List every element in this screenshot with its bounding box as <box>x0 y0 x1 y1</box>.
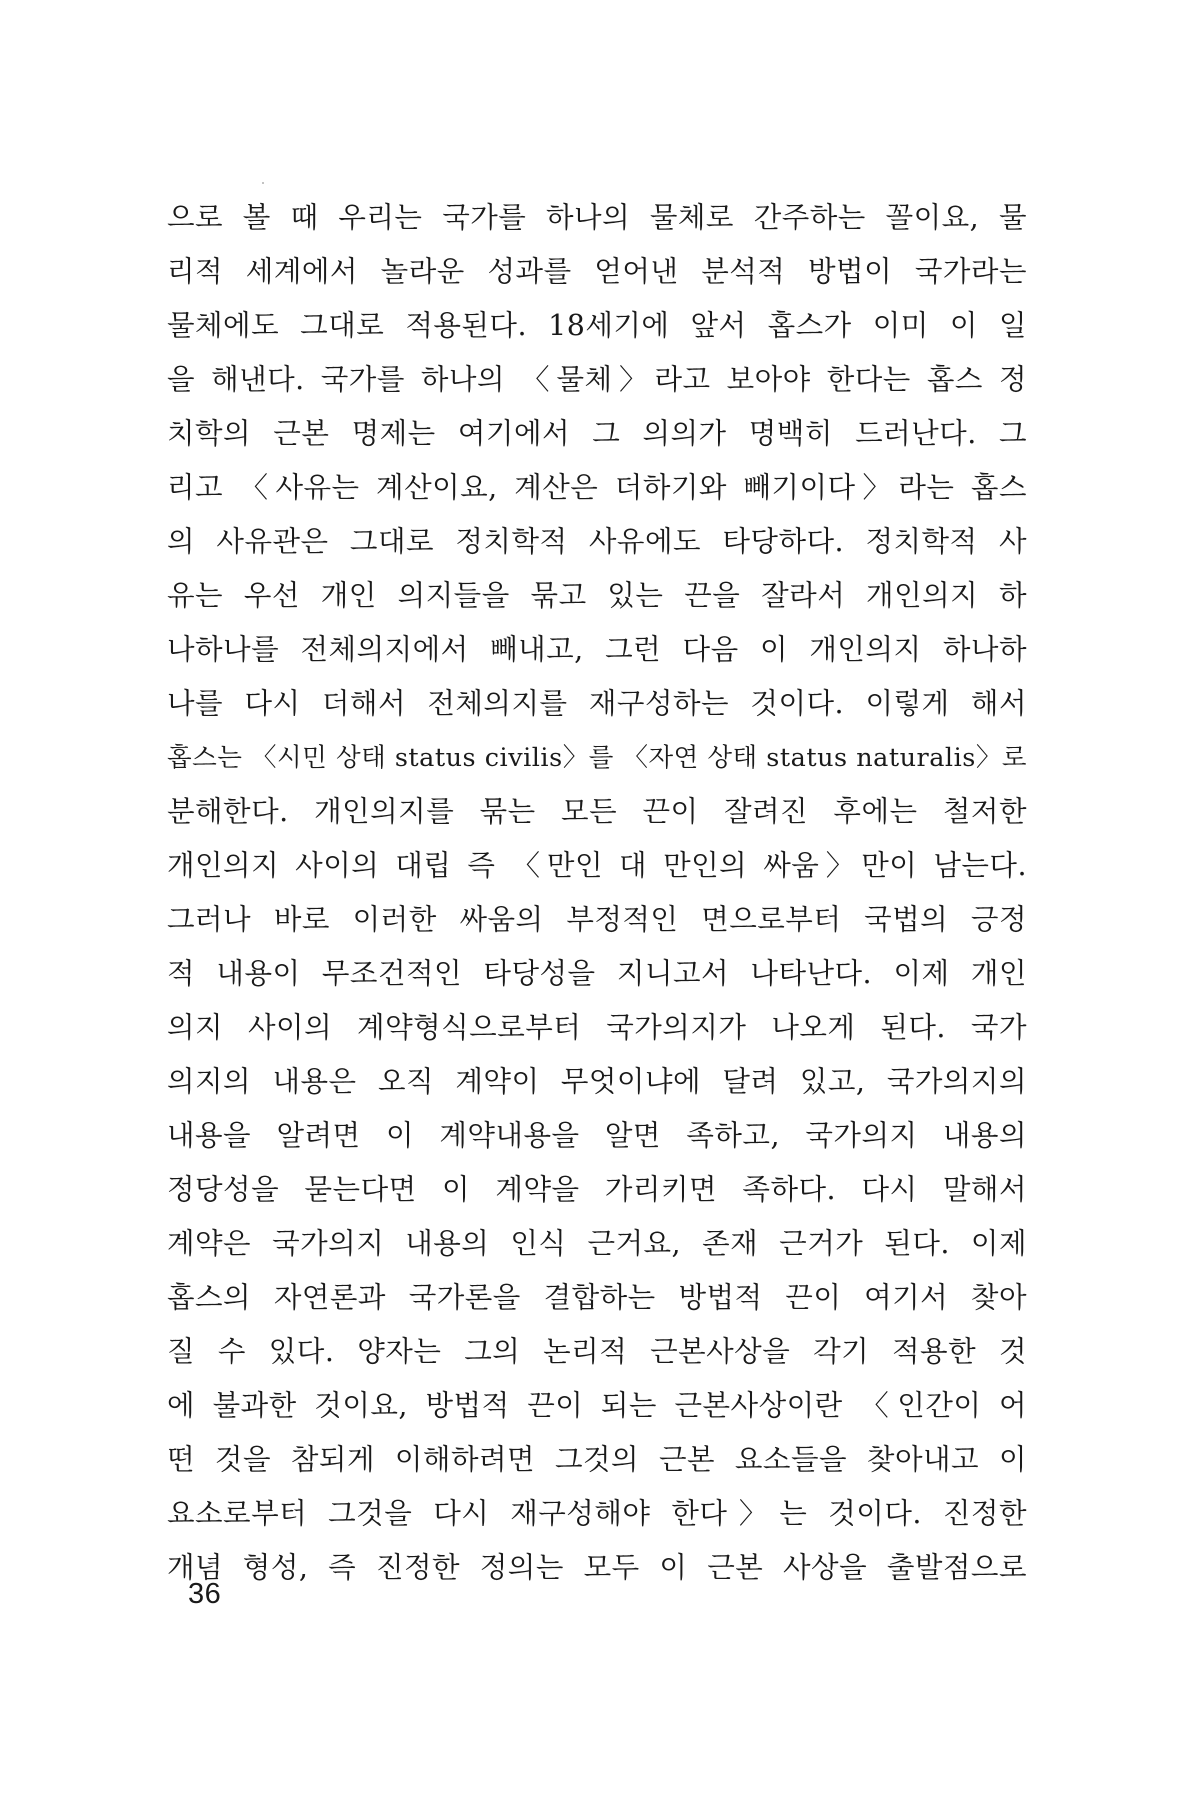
text-line: 떤 것을 참되게 이해하려면 그것의 근본 요소들을 찾아내고 이 <box>167 1443 1027 1476</box>
text-line: 으로 볼 때 우리는 국가를 하나의 물체로 간주하는 꼴이요, 물 <box>167 201 1027 234</box>
text-line: 정당성을 묻는다면 이 계약을 가리키면 족하다. 다시 말해서 <box>167 1173 1027 1206</box>
text-line: 개인의지 사이의 대립 즉 〈만인 대 만인의 싸움〉만이 남는다. <box>167 849 1027 882</box>
text-line: 개념 형성, 즉 진정한 정의는 모두 이 근본 사상을 출발점으로 <box>167 1551 1027 1584</box>
text-line: 내용을 알려면 이 계약내용을 알면 족하고, 국가의지 내용의 <box>167 1119 1027 1152</box>
text-line: 유는 우선 개인 의지들을 묶고 있는 끈을 잘라서 개인의지 하 <box>167 579 1027 612</box>
text-line: 그러나 바로 이러한 싸움의 부정적인 면으로부터 국법의 긍정 <box>167 903 1027 936</box>
text-line: 요소로부터 그것을 다시 재구성해야 한다〉는 것이다. 진정한 <box>167 1497 1027 1530</box>
text-line: 에 불과한 것이요, 방법적 끈이 되는 근본사상이란 〈인간이 어 <box>167 1389 1027 1422</box>
text-line: 리고 〈사유는 계산이요, 계산은 더하기와 빼기이다〉라는 홉스 <box>167 471 1027 504</box>
text-line: 의 사유관은 그대로 정치학적 사유에도 타당하다. 정치학적 사 <box>167 525 1027 558</box>
text-line: 물체에도 그대로 적용된다. 18세기에 앞서 홉스가 이미 이 일 <box>167 309 1027 342</box>
text-line: 홉스의 자연론과 국가론을 결합하는 방법적 끈이 여기서 찾아 <box>167 1281 1027 1314</box>
text-line: 적 내용이 무조건적인 타당성을 지니고서 나타난다. 이제 개인 <box>167 957 1027 990</box>
body-text <box>167 191 1027 1595</box>
text-line: 리적 세계에서 놀라운 성과를 얻어낸 분석적 방법이 국가라는 <box>167 255 1027 288</box>
text-line: 나를 다시 더해서 전체의지를 재구성하는 것이다. 이렇게 해서 <box>167 687 1027 720</box>
text-line: 의지의 내용은 오직 계약이 무엇이냐에 달려 있고, 국가의지의 <box>167 1065 1027 1098</box>
text-line: 질 수 있다. 양자는 그의 논리적 근본사상을 각기 적용한 것 <box>167 1335 1027 1368</box>
text-line: 분해한다. 개인의지를 묶는 모든 끈이 잘려진 후에는 철저한 <box>167 795 1027 828</box>
text-line: 계약은 국가의지 내용의 인식 근거요, 존재 근거가 된다. 이제 <box>167 1227 1027 1260</box>
text-line: 나하나를 전체의지에서 빼내고, 그런 다음 이 개인의지 하나하 <box>167 633 1027 666</box>
text-line: 의지 사이의 계약형식으로부터 국가의지가 나오게 된다. 국가 <box>167 1011 1027 1044</box>
text-line: 치학의 근본 명제는 여기에서 그 의의가 명백히 드러난다. 그 <box>167 417 1027 450</box>
text-line: 을 해낸다. 국가를 하나의 〈물체〉라고 보아야 한다는 홉스 정 <box>167 363 1027 396</box>
text-line: 홉스는 〈시민 상태 status civilis〉를 〈자연 상태 status naturalis〉로 <box>167 743 1027 773</box>
page-number: 36 <box>188 1578 222 1610</box>
print-speck <box>262 182 264 184</box>
